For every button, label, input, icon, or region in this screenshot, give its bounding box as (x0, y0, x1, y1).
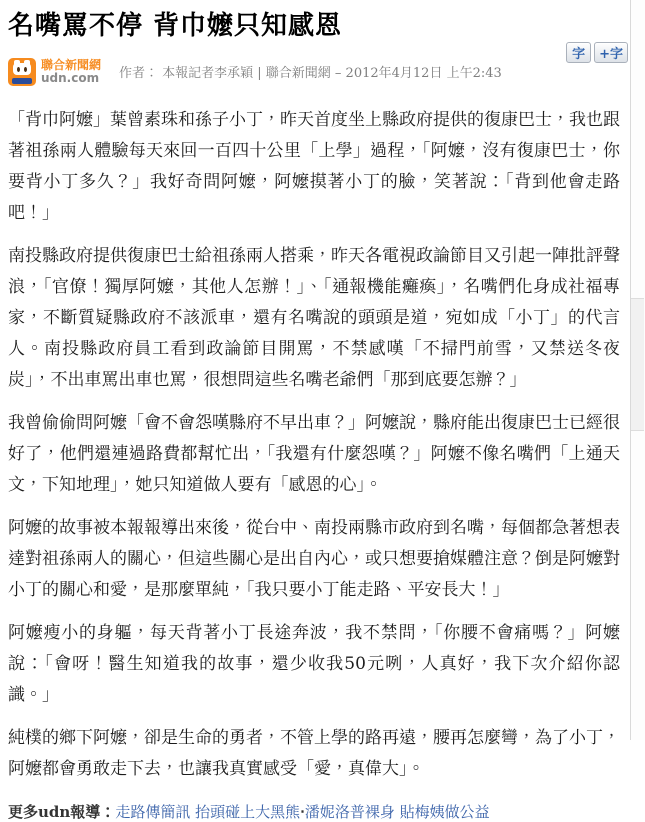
udn-brand-text[interactable] (41, 59, 101, 85)
article-paragraph: 南投縣政府提供復康巴士給祖孫兩人搭乘，昨天各電視政論節目又引起一陣批評聲浪，「官僚！獨厚阿嬤，其他人怎辦！」、「通報機能癱瘓」，名嘴們化身成社福專家，不斷質疑縣政府不該派車，還有名嘴說的頭頭是道，宛如成「小丁」的代言人。南投縣政府員工看到政論節目開罵，不禁感嘆「不掃門前雪，又禁送冬夜炭」，不出車罵出車也罵，很想問這些名嘴老爺們「那到底要怎辦？」 (8, 245, 620, 390)
page-title: 名嘴罵不停 背巾嬤只知感恩 (8, 11, 343, 41)
brand-domain: udn.com (41, 70, 100, 85)
article-paragraph: 阿嬤的故事被本報報導出來後，從台中、南投兩縣市政府到名嘴，每個都急著想表達對祖孫兩人的關心，但這些關心是出自內心，或只想要搶媒體注意？倒是阿嬤對小丁的關心和愛，是那麼單純，「我只要小丁能走路、平安長大！」 (8, 517, 620, 600)
font-decrease-button[interactable]: 字 (566, 42, 591, 63)
article-paragraph: 阿嬤瘦小的身軀，每天背著小丁長途奔波，我不禁問，「你腰不會痛嗎？」阿嬤說：「會呀！醫生知道我的故事，還少收我50元咧，人真好，我下次介紹你認識。」 (8, 622, 620, 705)
udn-logo-eye-left (17, 67, 20, 72)
byline: 作者： 本報記者李承穎 | 聯合新聞網 – 2012年4月12日 上午2:43 (119, 66, 502, 81)
font-increase-button[interactable]: +字 (594, 42, 628, 63)
provider-row (8, 57, 620, 87)
font-size-controls (563, 42, 628, 63)
more-reports-row (8, 801, 620, 822)
scrollbar-track[interactable] (630, 0, 645, 740)
related-link-1[interactable]: 走路傳簡訊 抬頭碰上大黑熊 (115, 802, 301, 821)
udn-logo-face (13, 63, 31, 75)
more-reports-label: 更多udn報導： (8, 802, 116, 821)
udn-logo-eye-right (24, 67, 27, 72)
link-separator: ‧ (300, 802, 305, 821)
scrollbar-thumb[interactable] (631, 298, 644, 431)
article-paragraph: 「背巾阿嬤」葉曾素珠和孫子小丁，昨天首度坐上縣政府提供的復康巴士，我也跟著祖孫兩人體驗每天來回一百四十公里「上學」過程，「阿嬤，沒有復康巴士，你要背小丁多久？」我好奇問阿嬤，阿嬤摸著小丁的臉，笑著說：「背到他會走路吧！」 (8, 109, 620, 223)
article-body (8, 105, 620, 785)
related-link-2[interactable]: 潘妮洛普裸身 貼梅姨做公益 (304, 802, 490, 821)
udn-logo-band (12, 78, 32, 84)
udn-logo-icon (8, 58, 36, 86)
brand-name: 聯合新聞網 (41, 57, 102, 72)
article-paragraph: 我曾偷偷問阿嬤「會不會怨嘆縣府不早出車？」阿嬤說，縣府能出復康巴士已經很好了，他們還連過路費都幫忙出，「我還有什麼怨嘆？」阿嬤不像名嘴們「上通天文，下知地理」，她只知道做人要有「感恩的心」。 (8, 412, 620, 495)
article-paragraph: 純樸的鄉下阿嬤，卻是生命的勇者，不管上學的路再遠，腰再怎麼彎，為了小丁，阿嬤都會勇敢走下去，也讓我真實感受「愛，真偉大」。 (8, 727, 620, 779)
